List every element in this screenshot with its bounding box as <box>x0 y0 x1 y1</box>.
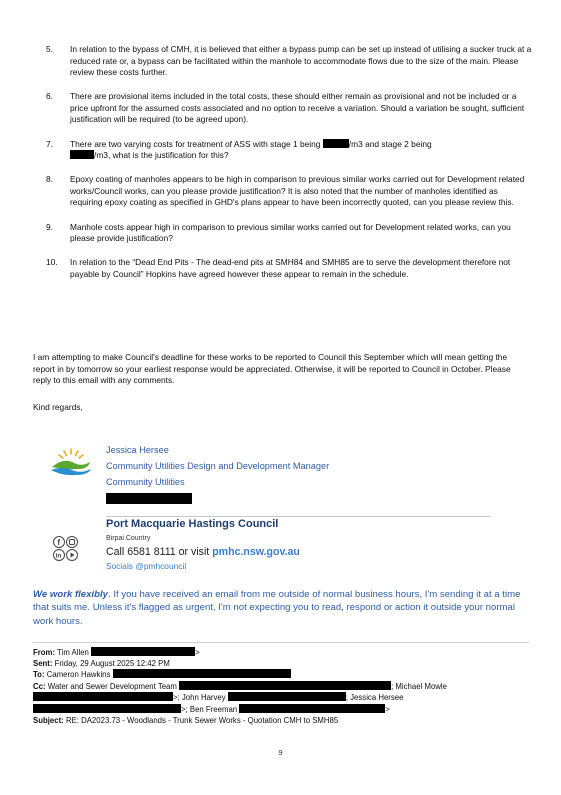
cc-line: Cc: Water and Sewer Development Team ; Michael Mowle <box>33 681 447 691</box>
phone-text: Call 6581 8111 or visit <box>106 546 213 558</box>
review-items-list <box>46 44 532 293</box>
country-acknowledgement: Birpai Country <box>106 535 151 542</box>
cc-line-2: >; John Harvey ; Jessica Hersee <box>33 692 533 704</box>
redaction-bar <box>113 669 291 678</box>
item-number: 8. <box>46 174 53 185</box>
sent-line: Sent: Friday, 29 August 2025 12:42 PM <box>33 658 170 668</box>
redaction-bar <box>228 692 346 701</box>
signature-divider <box>106 516 490 517</box>
signature-department: Community Utilities <box>106 477 185 487</box>
page-number: 9 <box>278 748 283 757</box>
website-link[interactable]: pmhc.nsw.gov.au <box>212 546 300 558</box>
list-item <box>46 174 532 209</box>
contact-line <box>106 546 300 558</box>
item-text-a: There are two varying costs for treatment of ASS with stage 1 being <box>70 138 321 149</box>
list-item <box>46 257 532 280</box>
council-name: Port Macquarie Hastings Council <box>106 518 279 530</box>
to-line: To: Cameron Hawkins <box>33 669 533 681</box>
cc-line-3: >; Ben Freeman > <box>33 704 533 716</box>
list-item <box>46 91 532 126</box>
item-text-b: /m3 and stage 2 being <box>348 138 432 149</box>
redaction-bar <box>323 139 349 148</box>
redaction-bar <box>70 150 94 159</box>
flexible-work-notice <box>33 588 533 628</box>
redaction-bar <box>179 681 391 690</box>
redaction-bar <box>91 647 195 656</box>
forwarded-email-header <box>33 647 533 726</box>
redaction-bar <box>239 704 385 713</box>
item-number: 5. <box>46 44 53 54</box>
redaction-bar <box>106 493 192 504</box>
list-item <box>46 222 532 245</box>
item-text: Epoxy coating of manholes appears to be high in comparison to previous similar works carried out for Development related works/Council works, can you please provide justification? It is also noted that the number of manholes identified as requiring epoxy coating as specified in GHD's plans appear to have been incorrectly quoted, can you please review this. <box>70 174 525 208</box>
item-number: 9. <box>46 221 53 232</box>
list-item <box>46 44 532 79</box>
redaction-bar <box>33 692 173 701</box>
svg-text:in: in <box>55 552 62 560</box>
closing-paragraph: I am attempting to make Council's deadline for these works to be reported to Council this September which will mean getting the report in by tomorrow so your earliest response would be appreciated. Otherwise, it will be reported to Council in October. Please reply to this email with any comments. <box>33 352 511 386</box>
council-logo-icon <box>48 445 94 479</box>
redaction-bar <box>33 704 181 713</box>
list-item <box>46 139 532 162</box>
item-number: 10. <box>46 257 58 268</box>
sign-off: Kind regards, <box>33 402 83 412</box>
socials-handle[interactable]: Socials @pmhcouncil <box>106 561 187 571</box>
subject-line: Subject: RE: DA2023.73 - Woodlands - Trunk Sewer Works - Quotation CMH to SMH85 <box>33 715 339 725</box>
item-number: 7. <box>46 138 53 149</box>
instagram-icon <box>67 537 78 548</box>
from-line: From: Tim Allen > <box>33 648 200 657</box>
header-divider <box>33 642 529 643</box>
flexible-work-text: . If you have received an email from me outside of normal business hours, I'm sending it at a time that suits me. Unless it's flagged as urgent, I'm not expecting you to read, respond or action it outside your normal work hours. <box>33 589 521 627</box>
item-text: In relation to the “Dead End Pits - The dead-end pits at SMH84 and SMH85 are to serve the development therefore not payable by Council” Hopkins have agreed however these appear to remain in the schedule. <box>70 257 511 279</box>
social-icons <box>50 534 82 564</box>
item-text: In relation to the bypass of CMH, it is believed that either a bypass pump can be set up instead of utilising a sucker truck at a reduced rate or, a bypass can be facilitated within the manhole to accommodate flows due to the size of the main. Please review these costs further. <box>70 44 532 78</box>
item-text: Manhole costs appear high in comparison to previous similar works carried out for Development related works, can you please provide justification? <box>70 221 511 244</box>
signature-name: Jessica Hersee <box>106 445 169 455</box>
item-text-c: /m3, what is the justification for this? <box>94 150 229 161</box>
flexible-work-lead: We work flexibly <box>33 589 108 600</box>
signature-title: Community Utilities Design and Development Manager <box>106 461 330 471</box>
council-block <box>48 518 508 578</box>
item-text: There are provisional items included in the total costs, these should either remain as provisional and not be included or a price upfront for the assumed costs associated and no option to receive a variation. Should a variation be sought, sufficient justification will be required (to be agreed upon). <box>70 91 525 125</box>
svg-text:f: f <box>57 538 61 548</box>
item-number: 6. <box>46 91 53 102</box>
